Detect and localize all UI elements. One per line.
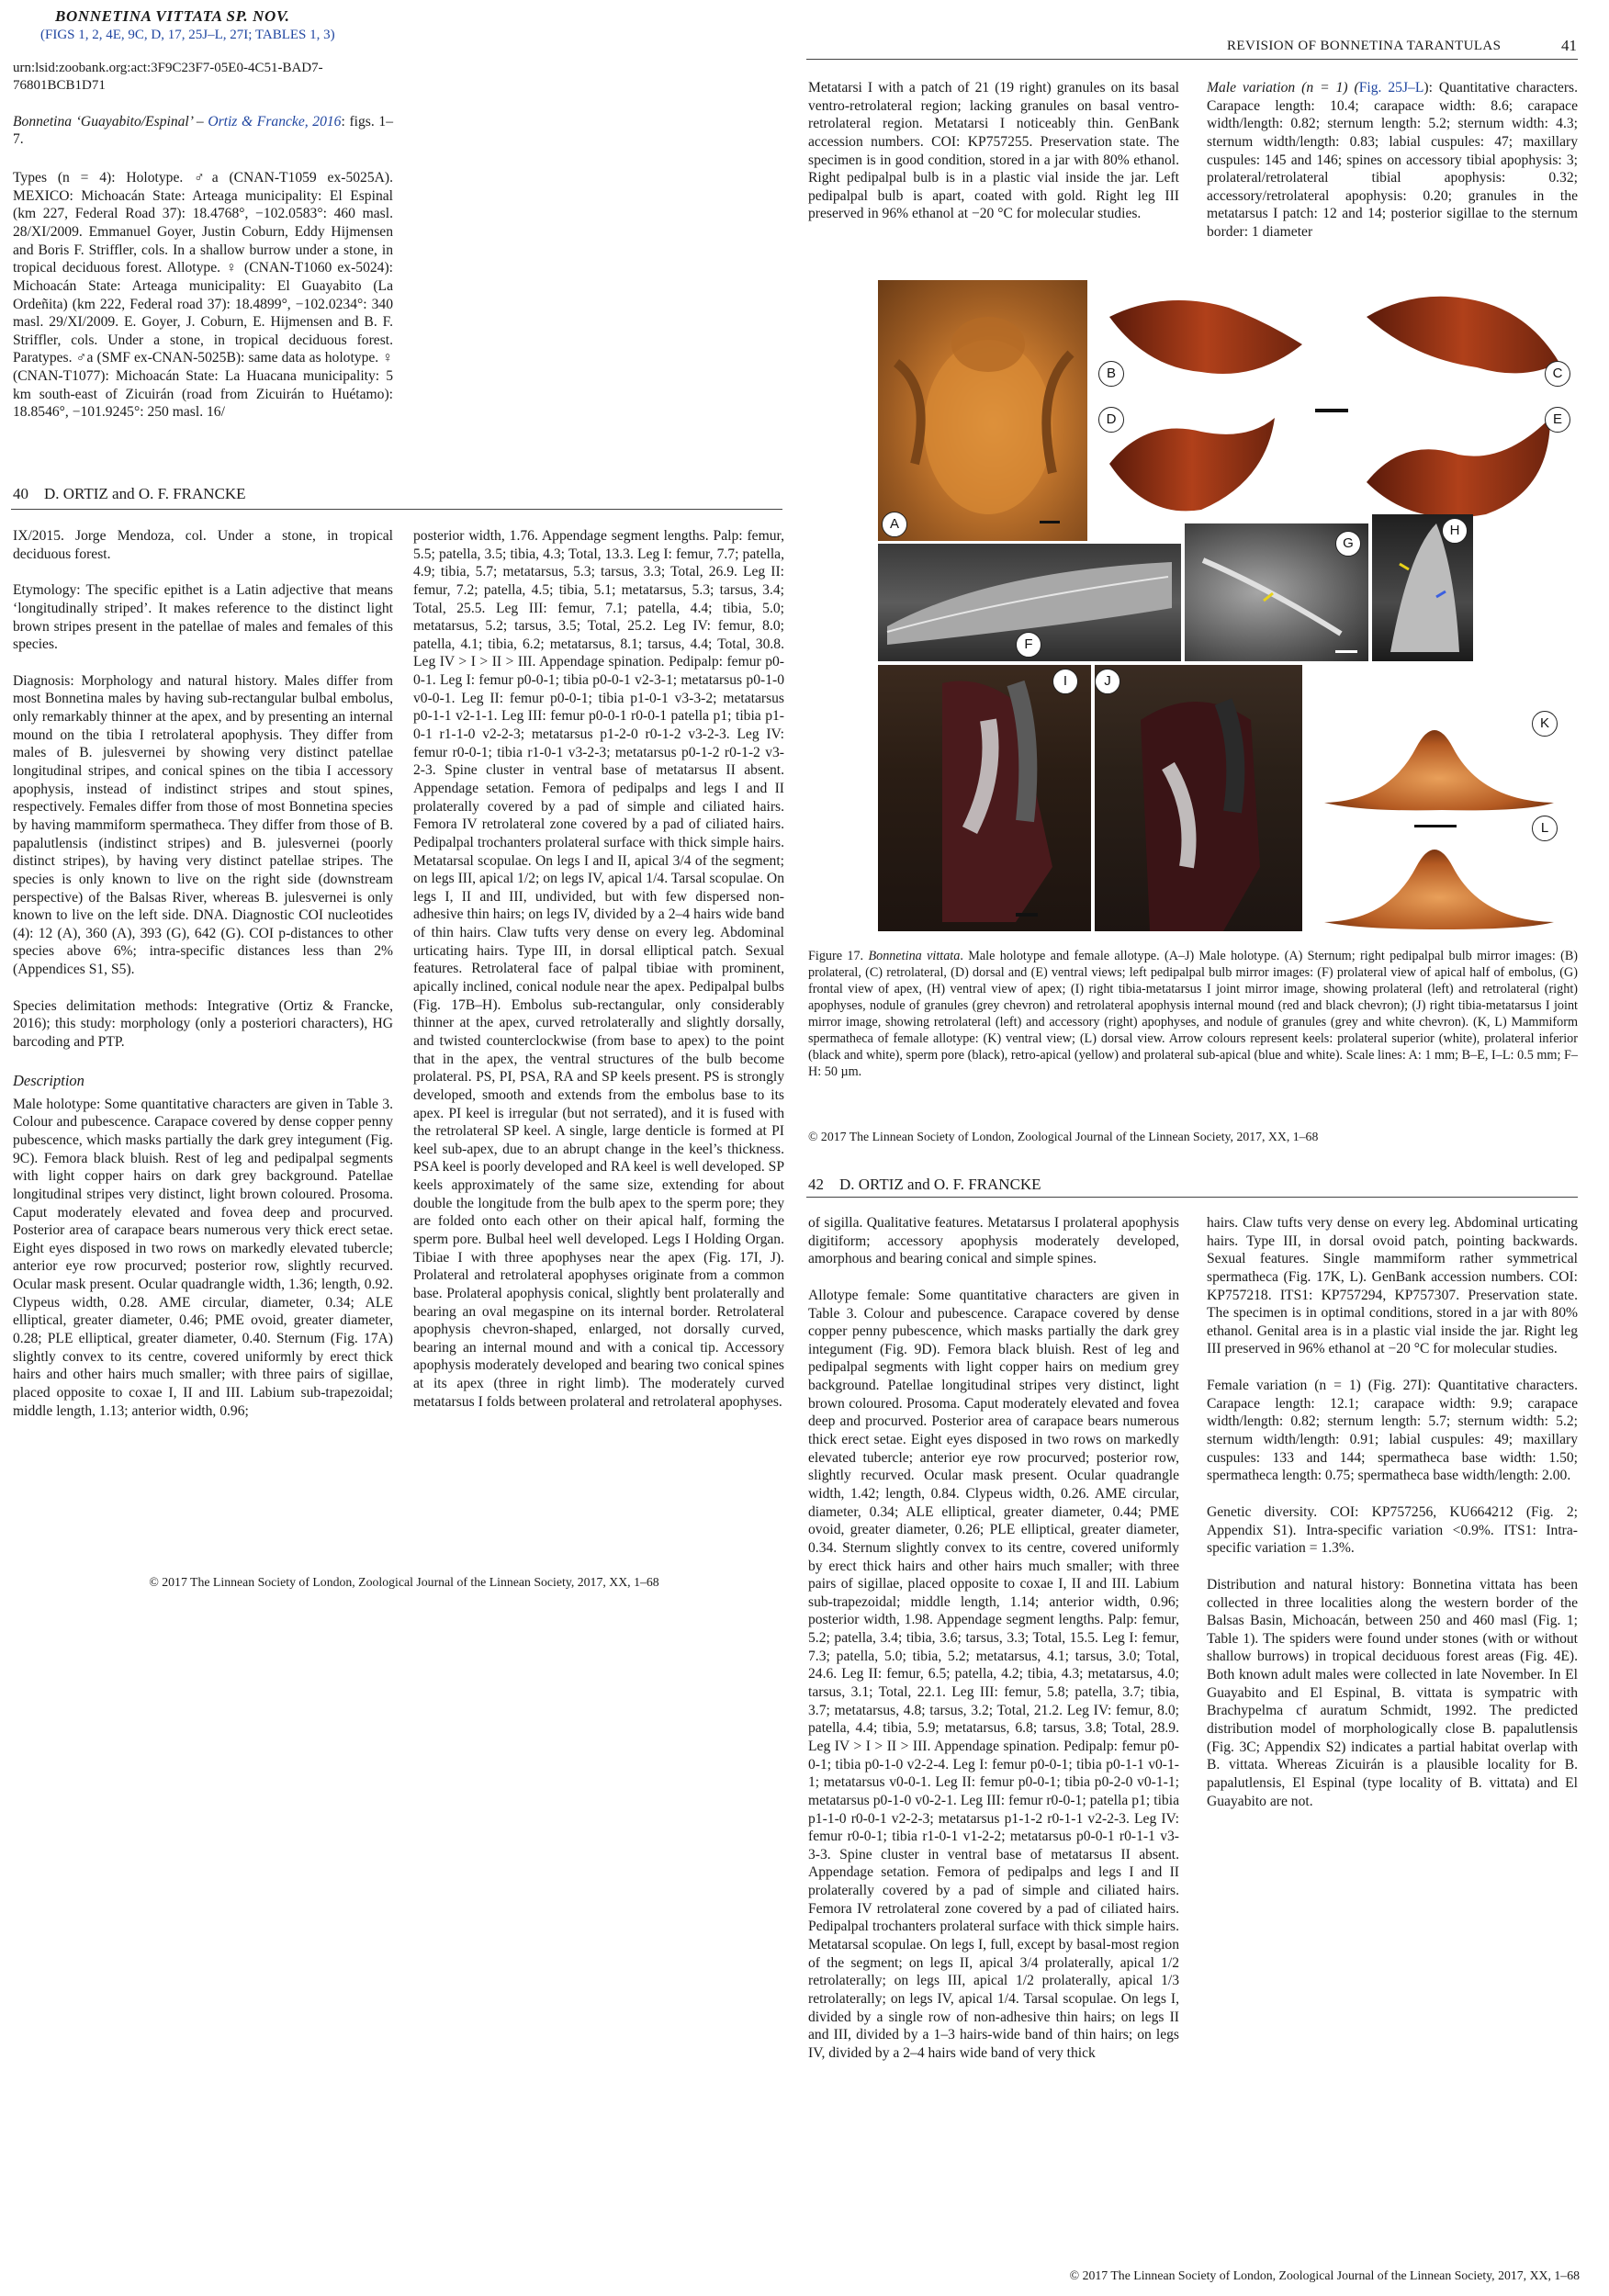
panel-i-tibia-metatarsus [878,665,1091,931]
page41-running-header: REVISION OF BONNETINA TARANTULAS [1227,39,1502,53]
panel-label-d: D [1098,407,1124,433]
page40-description-heading: Description [13,1071,84,1089]
page40-male-holotype: Male holotype: Some quantitative characters are given in Table 3. Colour and pubescence. Carapace covered by dense copper penny pubescence, which masks partially the dark grey integument (Fig. 9C). Femora black bluish. Rest of leg and pedipalpal segments with light copper hairs on dark grey background. Patellae longitudinal stripes very distinct, light brown coloured. Prosoma. Caput moderately elevated and fovea deep and procurved. Posterior area of carapace bears numerous very thick erect setae. Eight eyes disposed in two rows on markedly elevated tubercle; anterior eye row procurved; posterior row, slightly recurved. Ocular mask present. Ocular quadrangle width, 1.36; length, 0.92. Clypeus width, 0.28. AME circular, diameter, 0.34; ALE elliptical, greater diameter, 0.46; PME ovoid, greater diameter, 0.28; PLE elliptical, greater diameter, 0.40. Sternum (Fig. 17A) slightly convex to its centre, covered uniformly by erect thick hairs and other hairs much smaller; with three pairs of sigillae, placed opposite to coxae I, II and III. Labium sub-trapezoidal; middle length, 1.13; anterior width, 0.96; [13,1096,393,1419]
page41-number: 41 [1561,37,1577,54]
page40-etymology: Etymology: The specific epithet is a Latin adjective that means ‘longitudinally striped’. It makes reference to the distinct light brown stripes present in the patellae of males and females of this species. [13,582,393,653]
panel-h-sem [1372,514,1473,661]
panel-label-l: L [1532,816,1558,841]
page42-distribution: Distribution and natural history: Bonnetina vittata has been collected in three localities along the western border of the Balsas Basin, Michoacán, between 250 and 460 masl (Fig. 1; Table 1). The spiders were found under stones (with or without shallow burrows) in tropical deciduous forest areas (Fig. 4E). Both known adult males were collected in late November. In El Guayabito and El Espinal, B. vittata is sympatric with Brachypelma cf auratum Schmidt, 1992. The predicted distribution model of morphologically close B. papalutlensis (Fig. 3C; Appendix S2) indicates a partial habitat overlap with B. vittata. Whereas Zicuirán is a plausible locality for B. papalutlensis, El Espinal (type locality of B. vittata) and El Guayabito are not. [1207,1576,1578,1809]
types-paragraph: Types (n = 4): Holotype. ♂a (CNAN-T1059 ex-5025A). MEXICO: Michoacán State: Arteaga municipality: El Espinal (km 227, Federal Road 37): 18.4768°, −102.0583°: 460 masl. 28/XI/2009. Emmanuel Goyer, Justin Coburn, Eddy Hijmensen and Boris F. Striffler, cols. In a shallow burrow under a stone, in tropical deciduous forest. Allotype. ♀ (CNAN-T1060 ex-5024): Michoacán State: Arteaga municipality: El Guayabito (La Ordeñita) (km 222, Federal road 37): 18.4899°, −102.0234°: 340 masl. 29/XI/2009. E. Goyer, J. Coburn, E. Hijmensen and B. F. Striffler, cols. Under a stone, in tropical deciduous forest. Paratypes. ♂a (SMF ex-CNAN-5025B): same data as holotype. ♀ (CNAN-T1077): Michoacán State: La Huacana municipality: 5 km south-east of Zicuirán (road from Zicuirán to Huétamo): 18.8546°, −101.9245°: 250 masl. 16/ [13,170,393,421]
page42-header: 42 D. ORTIZ and O. F. FRANCKE [808,1176,1041,1193]
page42-header-rule [806,1197,1578,1198]
species-title: BONNETINA VITTATA SP. NOV. [55,7,290,25]
panel-j-tibia-metatarsus [1095,665,1302,931]
page40-header: 40 D. ORTIZ and O. F. FRANCKE [13,485,246,502]
zoobank-lsid: urn:lsid:zoobank.org:act:3F9C23F7-05E0-4C51-BAD7-76801BCB1D71 [13,61,323,93]
page40-diagnosis: Diagnosis: Morphology and natural history. Males differ from most Bonnetina males by having sub-rectangular bulbal embolus, only remarkably thinner at the apex, and by presenting an internal mound on the tibia I retrolateral apophysis. They differ from males of B. julesvernei by showing very distinct patellae longitudinal stripes, and conical spines on the tibia I accessory apophysis, instead of indistinct stripes and stout spines, respectively. Females differ from those of most Bonnetina species by having mammiform spermatheca. They differ from those of B. papalutlensis (indistinct stripes) and B. julesvernei (poorly distinct stripes), by having very distinct patellae stripes. The species is only known to live on the right side (downstream perspective) of the Balsas River, whereas B. julesvernei is only known to live on the left side. DNA. Diagnostic COI nucleotides (4): 12 (A), 360 (A), 393 (G), 642 (G). COI p-distances to other species above 6%; intra-specific distances less than 2% (Appendices S1, S5). [13,672,393,978]
page40-delimitation: Species delimitation methods: Integrative (Ortiz & Francke, 2016); this study: morphology (only a posteriori characters), HG barcoding and PTP. [13,997,393,1051]
panel-label-c: C [1545,361,1570,387]
panel-label-g: G [1335,531,1361,557]
synonym-line: Bonnetina ‘Guayabito/Espinal’ – Ortiz & Francke, 2016: figs. 1–7. [13,113,393,148]
page40-col1 [13,527,393,1420]
page41-header-rule [806,59,1578,60]
figure-references[interactable]: (FIGS 1, 2, 4E, 9C, D, 17, 25J–L, 27I; TABLES 1, 3) [40,28,335,42]
page42-col2 [1207,1214,1578,1810]
page42-allotype: Allotype female: Some quantitative characters are given in Table 3. Colour and pubescence. Carapace covered by dense copper penny pubescence, which masks partially the dark grey integument (Fig. 9D). Femora black bluish. Rest of leg and pedipalpal segments with light copper hairs on medium grey background. Patellae longitudinal stripes very distinct, light brown coloured. Prosoma. Caput moderately elevated and fovea deep and procurved. Posterior area of carapace bears numerous thick erect setae. Eight eyes disposed in two rows on markedly elevated tubercle; anterior eye row procurved; posterior row, slightly recurved. Ocular mask present. Ocular quadrangle width, 1.42; length, 0.84. Clypeus width, 0.26. AME circular, diameter, 0.34; ALE elliptical, greater diameter, 0.44; PME ovoid, greater diameter, 0.26; PLE elliptical, greater diameter, 0.34. Sternum slightly convex to its centre, covered uniformly by erect thick hairs and other hairs much smaller; with three pairs of sigillae, placed opposite to coxae I, II and III. Labium sub-trapezoidal; middle length, 1.14; anterior width, 0.96; posterior width, 1.98. Appendage segment lengths. Palp: femur, 5.2; patella, 3.4; tibia, 3.6; tarsus, 3.3; Total, 15.5. Leg I: femur, 7.3; patella, 5.0; tibia, 5.2; metatarsus, 4.1; tarsus, 3.0; Total, 24.6. Leg II: femur, 6.5; patella, 4.2; tibia, 4.3; metatarsus, 4.0; tarsus, 3.1; Total, 22.1. Leg III: femur, 5.8; patella, 3.7; tibia, 3.7; metatarsus, 4.8; tarsus, 3.2; Total, 21.2. Leg IV: femur, 8.0; patella, 4.4; tibia, 5.9; metatarsus, 6.8; tarsus, 3.8; Total, 28.9. Leg IV > I > II > III. Appendage spination. Pedipalp: femur p0-0-1; tibia p0-1-0 v2-2-4. Leg I: femur p0-0-1; tibia p0-1-1 v0-1-1; metatarsus v0-0-1. Leg II: femur p0-0-1; tibia p0-2-0 v0-1-1; metatarsus p0-1-0 v0-2-1. Leg III: femur r0-0-1; patella p1; tibia p1-1-0 r0-0-1 v2-2-3; metatarsus p1-1-2 r0-1-1 v2-2-3. Leg IV: femur r0-0-1; tibia r1-0-1 v1-2-2; metatarsus p0-0-1 r0-1-1 v3-3-3. Spine cluster in ventral base of metatarsus II absent. Appendage setation. Femora of pedipalps and legs I and II prolaterally covered by a pad of simple and ciliated hairs. Femora IV retrolateral zone covered by a pad of ciliated hairs. Pedipalpal trochanters prolateral surface with thick simple hairs. Metatarsal scopulae. On legs I, full, except by basal-most region of the segment; on legs II, apical 3/4 prolaterally, apical 1/2 retrolaterally; on legs III, apical 1/2 prolaterally, apical 1/3 retrolaterally; on legs IV, apical 1/4. Tarsal scopulae. On legs I, divided by a single row of non-adhesive thin hairs; on legs II and III, divided by a 1–3 hairs-wide band of thin hairs; on legs IV, divided by a 2–4 hairs wide band of very thick [808,1287,1179,2061]
page40-col2: posterior width, 1.76. Appendage segment lengths. Palp: femur, 5.5; patella, 3.5; tibia, 4.3; Total, 13.3. Leg I: femur, 7.7; patella, 4.9; tibia, 5.7; metatarsus, 5.3; tarsus, 3.3; Total, 26.9. Leg II: femur, 7.2; patella, 4.5; tibia, 5.1; metatarsus, 5.3; tarsus, 3.4; Total, 25.5. Leg III: femur, 7.1; patella, 4.4; tibia, 5.0; metatarsus, 5.2; tarsus, 3.5; Total, 25.2. Leg IV: femur, 8.0; patella, 4.1; tibia, 6.2; metatarsus, 8.1; tarsus, 4.4; Total, 30.8. Leg IV > I > II > III. Appendage spination. Pedipalp: femur p0-0-1. Leg I: femur p0-0-1; tibia p0-0-1 v2-3-1; metatarsus p0-1-0 v0-0-1. Leg II: femur p0-0-1; tibia p1-0-1 v3-3-2; metatarsus p0-1-1 v2-1-1. Leg III: femur p0-0-1 r0-0-1 patella p1; tibia p1-0-1 r1-1-0 v2-2-3; metatarsus p1-2-0 r0-1-2 v3-2-3. Leg IV: femur r0-0-1; tibia r1-0-1 v3-2-3; metatarsus p0-1-2 r0-1-2 v3-2-3. Spine cluster in ventral base of metatarsus II absent. Appendage setation. Femora of pedipalps and legs I and II prolaterally covered by a pad of simple and ciliated hairs. Femora IV retrolateral zone covered by a pad of ciliated hairs. Pedipalpal trochanters prolateral surface with thick simple hairs. Metatarsal scopulae. On legs I and II, apical 3/4 of the segment; on legs III, apical 1/2; on legs IV, apical 1/4. Tarsal scopulae. On legs I, II and III, undivided, but with few dispersed non-adhesive thin hairs; on legs IV, divided by a 2–4 hairs wide band of thin hairs. Claw tufts very dense on every leg. Abdominal urticating hairs. Type III, in dorsal elliptical patch. Sexual features. Retrolateral face of palpal tibiae with prominent, apically inclined, conical nodule near the apex. Pedipalpal bulbs (Fig. 17B–H). Embolus sub-rectangular, only considerably thinner at the apex, curved retrolaterally and slightly dorsally, and twisted counterclockwise (from base to apex) to the point that in the apex, the ventral structures of the bulb become prolateral. PS, PI, PSA, RA and SP keels present. PS is strongly developed, smooth and extends from the embolus base to its apex. PI keel is irregular (but not serrated), and it is fused with the retrolateral SP keel. A single, large denticle is formed at PI keel sub-apex, due to an abrupt change in the keel’s thickness. PSA keel is poorly developed and RA keel is well developed. SP keels approximately of the same size, extending for about double the longitude from the bulb apex to the sperm pore; they are folded onto each other on their apical half, forming the sperm pore. Bulbal heel well developed. Legs I Holding Organ. Tibiae I with three apophyses near the apex (Fig. 17I, J). Prolateral and retrolateral apophyses originate from a common base. Prolateral apophysis conical, slightly bent prolaterally and bearing an oval megaspine on its internal border. Retrolateral apophysis chevron-shaped, enlarged, not dorsally curved, bearing an internal mound and with a conical tip. Accessory apophysis moderately developed and bearing two conical spines at its apex (three in right limb). The moderately curved metatarsus I folds between prolateral and retrolateral apophyses. [413,528,784,1410]
figure-17-caption: Figure 17. Bonnetina vittata. Male holotype and female allotype. (A–J) Male holotype. (A) Sternum; right pedipalpal bulb mirror images: (B) prolateral, (C) retrolateral, (D) dorsal and (E) ventral views; left pedipalpal bulb mirror images: (F) prolateral view of apical half of embolus, (G) frontal view of apex, (H) ventral view of apex; (I) right tibia-metatarsus I joint mirror image, showing prolateral (left) and retrolateral (right) apophyses, nodule of granules (grey chevron) and retrolateral apophysis internal mound (red and black chevron); (J) right tibia-metatarsus I joint mirror image, showing retrolateral (left) and accessory (right) apophyses, and nodule of granules (grey and white chevron). (K, L) Mammiform spermatheca of female allotype: (K) ventral view; (L) dorsal view. Arrow colours represent keels: prolateral superior (white), prolateral inferior (black and white), sperm pore (black), retro-apical (yellow) and prolateral sub-apical (blue and white). Scale lines: A: 1 mm; B–E, I–L: 0.5 mm; F–H: 50 µm. [808,949,1579,1080]
page42-footer: © 2017 The Linnean Society of London, Zoological Journal of the Linnean Society, 2017, XX, 1–68 [1069,2268,1580,2282]
page40-footer: © 2017 The Linnean Society of London, Zoological Journal of the Linnean Society, 2017, XX, 1–68 [149,1575,659,1589]
panel-kl-spermatheca [1306,702,1578,931]
page41-col2: Male variation (n = 1) (Fig. 25J–L): Quantitative characters. Carapace length: 10.4; carapace width: 8.6; carapace width/length: 0.82; sternum length: 5.2; sternum width: 4.3; sternum width/length: 0.83; labial cuspules: 47; maxillary cuspules: 145 and 146; spines on accessory tibial apophysis: 3; prolateral/retrolateral tibial apophysis: 0.32; accessory/retrolateral apophysis: 0.20; granules in the metatarsus I patch: 12 and 14; posterior sigillae to the sternum border: 1 diameter [1207,80,1578,241]
page42-genetic-diversity: Genetic diversity. COI: KP757256, KU664212 (Fig. 2; Appendix S1). Intra-specific variation <0.9%. ITS1: Intra-specific variation = 1.3%. [1207,1503,1578,1557]
page42-p1: of sigilla. Qualitative features. Metatarsus I prolateral apophysis digitiform; accessory apophysis moderately developed, amorphous and bearing conical and simple spines. [808,1215,1179,1267]
panel-label-h: H [1442,518,1468,544]
page41-col1: Metatarsi I with a patch of 21 (19 right) granules on its basal ventro-retrolateral region; lacking granules on basal ventro-retrolateral region. Metatarsi I noticeably thin. GenBank accession numbers. COI: KP757255. Preservation state. The specimen is in good condition, stored in a jar with 80% ethanol. Right pedipalpal bulb is in a plastic vial inside the jar. Left pedipalpal bulb is apart, coated with gold. Right leg III preserved in 96% ethanol at −20 °C for molecular studies. [808,80,1179,222]
panel-g-sem [1185,523,1368,661]
synonym-citation-link[interactable]: Ortiz & Francke, 2016 [208,113,342,129]
page40-header-rule [11,509,782,510]
panel-label-i: I [1052,669,1078,694]
panel-bce-bulbs [1091,280,1578,541]
page42-col1 [808,1214,1179,2062]
panel-label-k: K [1532,711,1558,737]
page40-p1: IX/2015. Jorge Mendoza, col. Under a stone, in tropical deciduous forest. [13,528,393,562]
fig25-link[interactable]: Fig. 25J–L [1358,80,1424,96]
panel-label-f: F [1016,632,1041,658]
panel-a-sternum-photo [878,280,1087,541]
panel-label-a: A [882,512,907,537]
page42-col2-p1: hairs. Claw tufts very dense on every leg. Abdominal urticating hairs. Type III, in dorsal ovoid patch, pointing backwards. Sexual features. Single mammiform rather symmetrical spermatheca (Fig. 17K, L). GenBank accession numbers. COI: KP757218. ITS1: KP757294, KP757307. Preservation state. The specimen is in optimal conditions, stored in a jar with 80% ethanol. Genital area is in a plastic vial inside the jar. Right leg III preserved in 96% ethanol at −20 °C for molecular studies. [1207,1215,1578,1357]
prev-page-fragment [13,7,393,422]
page42-female-variation: Female variation (n = 1) (Fig. 27I): Quantitative characters. Carapace length: 12.1; carapace width: 9.9; carapace width/length: 0.82; sternum length: 5.7; sternum width: 5.2; sternum width/length: 0.91; labial cuspules: 49; maxillary cuspules: 133 and 144; spermatheca base width: 1.50; spermatheca length: 0.75; spermatheca base width/length: 2.00. [1207,1378,1578,1484]
panel-f-sem [878,544,1181,661]
panel-label-j: J [1095,669,1120,694]
panel-label-b: B [1098,361,1124,387]
page41-footer: © 2017 The Linnean Society of London, Zoological Journal of the Linnean Society, 2017, XX, 1–68 [808,1130,1319,1143]
panel-label-e: E [1545,407,1570,433]
